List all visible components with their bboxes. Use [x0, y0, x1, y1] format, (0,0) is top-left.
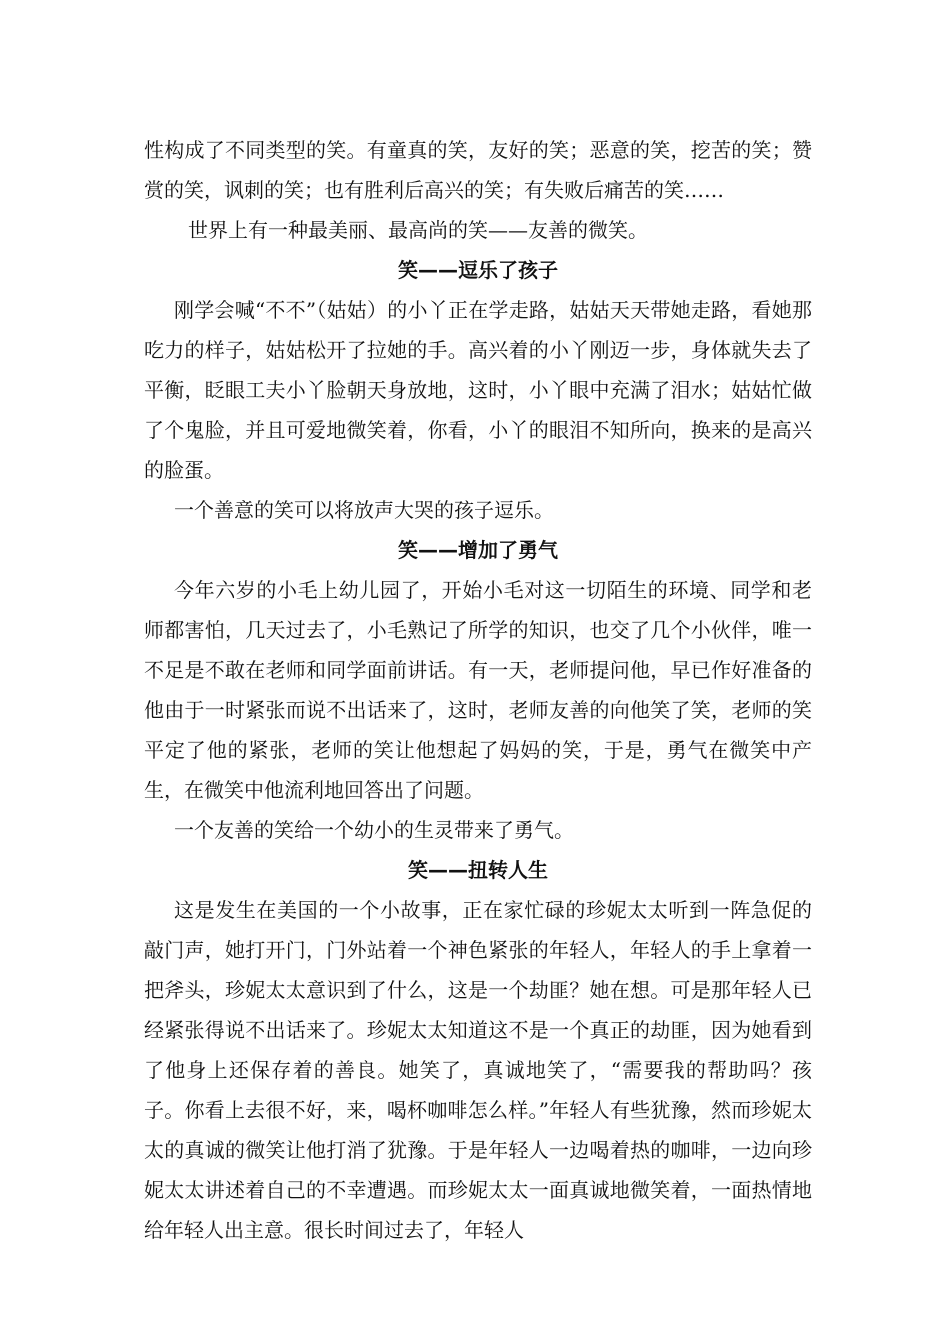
section-heading-life: 笑——扭转人生	[408, 858, 548, 882]
paragraph-types-of-smiles: 性构成了不同类型的笑。有童真的笑，友好的笑；恶意的笑，挖苦的笑；赞赏的笑，讽刺的笑；也有胜利后高兴的笑；有失败后痛苦的笑……	[144, 138, 812, 202]
section-heading-courage: 笑——增加了勇气	[398, 538, 558, 562]
document-body	[144, 130, 812, 1250]
paragraph-life-story: 这是发生在美国的一个小故事，正在家忙碌的珍妮太太听到一阵急促的敲门声，她打开门，门外站着一个神色紧张的年轻人，年轻人的手上拿着一把斧头，珍妮太太意识到了什么，这是一个劫匪？她在想。可是那年轻人已经紧张得说不出话来了。珍妮太太知道这不是一个真正的劫匪，因为她看到了他身上还保存着的善良。她笑了，真诚地笑了，“需要我的帮助吗？孩子。你看上去很不好，来，喝杯咖啡怎么样。”年轻人有些犹豫，然而珍妮太太的真诚的微笑让他打消了犹豫。于是年轻人一边喝着热的咖啡，一边向珍妮太太讲述着自己的不幸遭遇。而珍妮太太一面真诚地微笑着，一面热情地给年轻人出主意。很长时间过去了，年轻人	[144, 898, 812, 1242]
paragraph-child-summary: 一个善意的笑可以将放声大哭的孩子逗乐。	[174, 498, 554, 522]
paragraph-courage-story: 今年六岁的小毛上幼儿园了，开始小毛对这一切陌生的环境、同学和老师都害怕，几天过去了，小毛熟记了所学的知识，也交了几个小伙伴，唯一不足是不敢在老师和同学面前讲话。有一天，老师提问他，早已作好准备的他由于一时紧张而说不出话来了，这时，老师友善的向他笑了笑，老师的笑平定了他的紧张，老师的笑让他想起了妈妈的笑，于是，勇气在微笑中产生，在微笑中他流利地回答出了问题。	[144, 578, 812, 802]
paragraph-child-story: 刚学会喊“不不”（姑姑）的小丫正在学走路，姑姑天天带她走路，看她那吃力的样子，姑姑松开了拉她的手。高兴着的小丫刚迈一步，身体就失去了平衡，眨眼工夫小丫脸朝天身放地，这时，小丫眼中充满了泪水；姑姑忙做了个鬼脸，并且可爱地微笑着，你看，小丫的眼泪不知所向，换来的是高兴的脸蛋。	[144, 298, 812, 482]
paragraph-courage-summary: 一个友善的笑给一个幼小的生灵带来了勇气。	[174, 818, 574, 842]
paragraph-friendly-smile: 世界上有一种最美丽、最高尚的笑——友善的微笑。	[188, 218, 648, 242]
section-heading-child: 笑——逗乐了孩子	[398, 258, 558, 282]
